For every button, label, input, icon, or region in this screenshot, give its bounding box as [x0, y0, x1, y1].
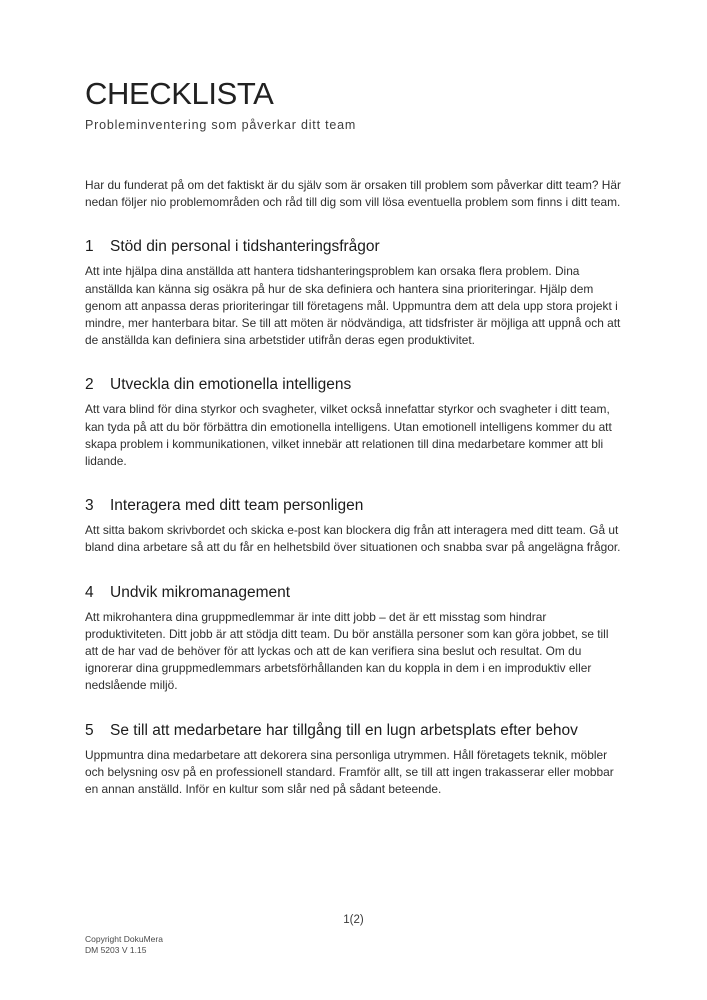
- section-2: [85, 375, 623, 470]
- page-subtitle: Probleminventering som påverkar ditt team: [85, 118, 357, 132]
- section-2-body: Att vara blind för dina styrkor och svagheter, vilket också innefattar styrkor och svagheter i ditt team, kan tyda på att du bör förbättra din emotionella intelligens. Utan emotionell intelligens kommer du att skapa problem i kommunikationen, vilket innebär att relationen till dina medarbetare kommer att bli lidande.: [85, 402, 612, 469]
- section-4-heading: [85, 583, 623, 603]
- section-1-number: 1: [85, 238, 94, 256]
- section-5: [85, 721, 623, 799]
- section-1-body: Att inte hjälpa dina anställda att hantera tidshanteringsproblem kan orsaka flera problem. Dina anställda kan känna sig osäkra på hur de ska definiera och hantera sina prioriteringar. Hjälp dem genom att anpassa deras prioriteringar till företagens mål. Uppmuntra dem att dela upp stora projekt i mindre, mer hanterbara bitar. Se till att möten är nödvändiga, att tidsfrister är möjliga att uppnå och att de anställda kan definiera sina arbetstider utifrån deras egen produktivitet.: [85, 264, 621, 348]
- section-5-number: 5: [85, 721, 94, 739]
- page-title: CHECKLISTA: [85, 76, 274, 111]
- section-3-heading: [85, 496, 623, 516]
- section-2-title: Utveckla din emotionella intelligens: [110, 376, 352, 394]
- page-number: 1(2): [343, 914, 364, 926]
- section-5-title: Se till att medarbetare har tillgång till en lugn arbetsplats efter behov: [110, 721, 578, 739]
- document-version-line: DM 5203 V 1.15: [85, 945, 147, 955]
- section-4-body: Att mikrohantera dina gruppmedlemmar är inte ditt jobb – det är ett misstag som hindrar produktiviteten. Ditt jobb är att stödja ditt team. Du bör anställa personer som kan göra jobbet, se till att de har vad de behöver för att lyckas och att de kan verifiera sina beslut och resultat. Om du ignorerar dina gruppmedlemmars arbetsförhållanden kan du koppla in dem i en improduktiv eller nedslående miljö.: [85, 609, 609, 693]
- section-2-number: 2: [85, 376, 94, 394]
- copyright-line: Copyright DokuMera: [85, 934, 163, 944]
- section-4: [85, 583, 623, 695]
- section-1: [85, 237, 623, 349]
- section-1-title: Stöd din personal i tidshanteringsfrågor: [110, 238, 380, 256]
- section-4-title: Undvik mikromanagement: [110, 583, 291, 601]
- section-5-heading: [85, 721, 623, 741]
- section-3: [85, 496, 623, 556]
- intro-paragraph: Har du funderat på om det faktiskt är du själv som är orsaken till problem som påverkar ditt team? Här nedan följer nio problemområden och råd till dig som vill lösa eventuella problem som finns i ditt team.: [85, 178, 621, 210]
- document-content: [85, 0, 623, 798]
- section-3-title: Interagera med ditt team personligen: [110, 497, 364, 515]
- section-5-body: Uppmuntra dina medarbetare att dekorera sina personliga utrymmen. Håll företagets teknik, möbler och belysning osv på en professionell standard. Framför allt, se till att ingen trakasserar eller mobbar en annan anställd. Inför en kultur som slår ned på sådant beteende.: [85, 747, 614, 797]
- section-2-heading: [85, 375, 623, 395]
- section-1-heading: [85, 237, 623, 257]
- copyright-block: [85, 934, 163, 956]
- section-3-body: Att sitta bakom skrivbordet och skicka e-post kan blockera dig från att interagera med ditt team. Gå ut bland dina arbetare så att du får en helhetsbild över situationen och snabba svar på angelägna frågor.: [85, 523, 621, 555]
- section-3-number: 3: [85, 497, 94, 515]
- section-4-number: 4: [85, 583, 94, 601]
